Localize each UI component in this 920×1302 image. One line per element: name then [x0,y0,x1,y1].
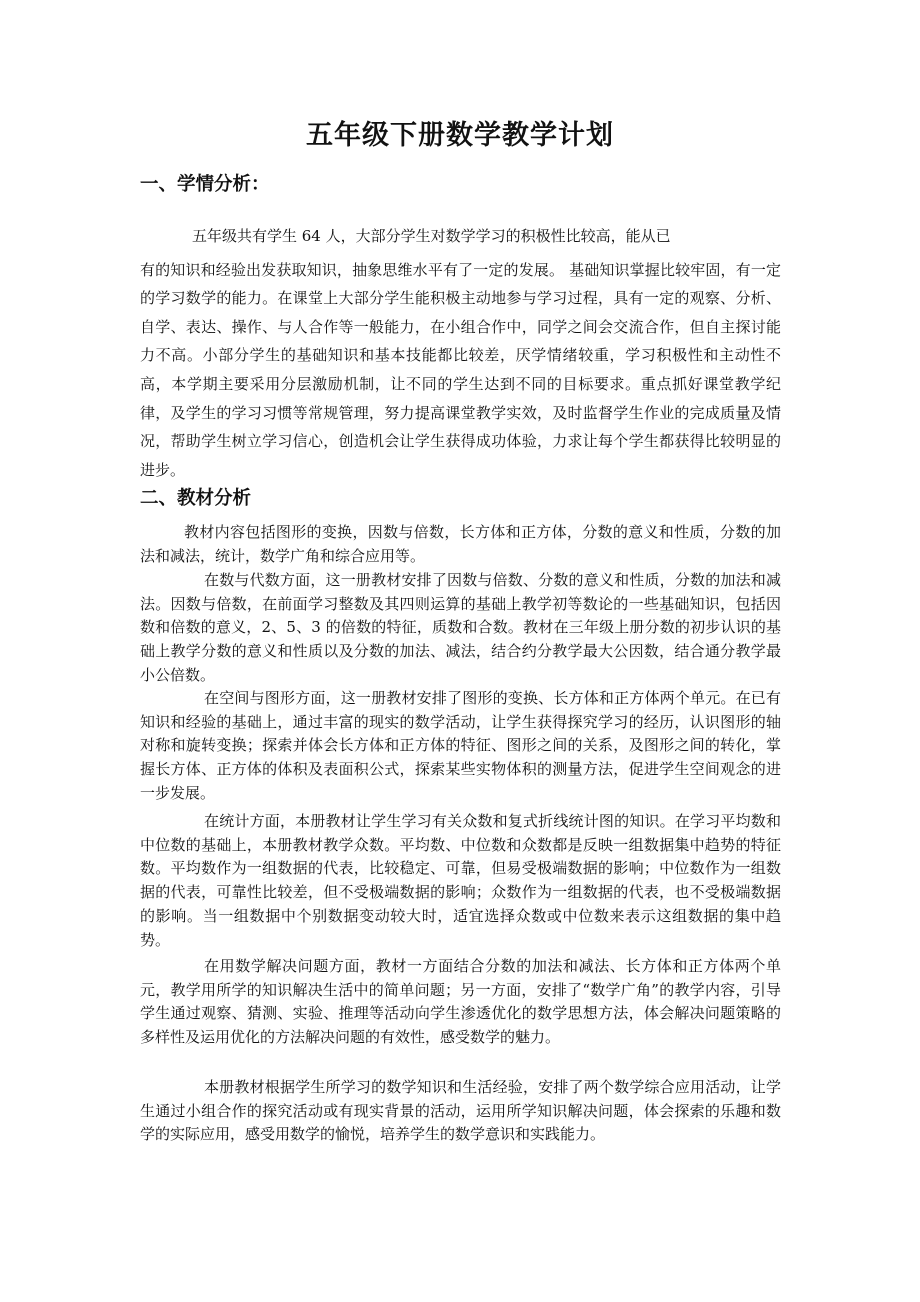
section-heading-student-analysis: 一、学情分析： [140,174,270,195]
textbook-paragraph-space-geometry: 在空间与图形方面，这一册教材安排了图形的变换、长方体和正方体两个单元。在已有知识和经验的基础上，通过丰富的现实的数学活动，让学生获得探究学习的经历，认识图形的轴对称和旋转变换；探索并体会长方体和正方体的特征、图形之间的关系，及图形之间的转化，掌握长方体、正方体的体积及表面积公式，探索某些实物体积的测量方法，促进学生空间观念的进一步发展。 [140,689,781,802]
textbook-paragraph-content: 教材内容包括图形的变换，因数与倍数，长方体和正方体，分数的意义和性质，分数的加法和减法，统计，数学广角和综合应用等。 [140,523,781,565]
student-analysis-paragraph [140,222,781,484]
document-title: 五年级下册数学教学计划 [306,120,614,151]
textbook-paragraph-number-algebra: 在数与代数方面，这一册教材安排了因数与倍数、分数的意义和性质，分数的加法和减法。因数与倍数，在前面学习整数及其四则运算的基础上教学初等数论的一些基础知识，包括因数和倍数的意义，2、5、3 的倍数的特征，质数和合数。教材在三年级上册分数的初步认识的基础上教学分数的意义和性质以及分数的加法、减法，结合约分教学最大公因数，结合通分教学最小公倍数。 [140,571,781,684]
paragraph-first-line: 五年级共有学生 64 人，大部分学生对数学学习的积极性比较高，能从已 [192,227,671,245]
textbook-paragraph-problem-solving: 在用数学解决问题方面，教材一方面结合分数的加法和减法、长方体和正方体两个单元，教学用所学的知识解决生活中的简单问题；另一方面，安排了“数学广角”的教学内容，引导学生通过观察、猜测、实验、推理等活动向学生渗透优化的数学思想方法，体会解决问题策略的多样性及运用优化的方法解决问题的有效性，感受数学的魅力。 [140,957,781,1047]
paragraph-body: 有的知识和经验出发获取知识，抽象思维水平有了一定的发展。 基础知识掌握比较牢固，有一定的学习数学的能力。在课堂上大部分学生能积极主动地参与学习过程，具有一定的观察、分析、自学、表达、操作、与人合作等一般能力，在小组合作中，同学之间会交流合作，但自主探讨能力不高。小部分学生的基础知识和基本技能都比较差，厌学情绪较重，学习积极性和主动性不高，本学期主要采用分层激励机制，让不同的学生达到不同的目标要求。重点抓好课堂教学纪律，及学生的学习习惯等常规管理，努力提高课堂教学实效，及时监督学生作业的完成质量及情况，帮助学生树立学习信心，创造机会让学生获得成功体验，力求让每个学生都获得比较明显的进步。 [140,260,781,479]
textbook-paragraph-statistics: 在统计方面，本册教材让学生学习有关众数和复式折线统计图的知识。在学习平均数和中位数的基础上，本册教材教学众数。平均数、中位数和众数都是反映一组数据集中趋势的特征数。平均数作为一组数据的代表，比较稳定、可靠，但易受极端数据的影响；中位数作为一组数据的代表，可靠性比较差，但不受极端数据的影响；众数作为一组数据的代表，也不受极端数据的影响。当一组数据中个别数据变动较大时，适宜选择众数或中位数来表示这组数据的集中趋势。 [140,812,781,949]
section-heading-textbook-analysis: 二、教材分析 [140,488,252,509]
textbook-paragraph-applied-activities: 本册教材根据学生所学习的数学知识和生活经验，安排了两个数学综合应用活动，让学生通过小组合作的探究活动或有现实背景的活动，运用所学知识解决问题，体会探索的乐趣和数学的实际应用，感受用数学的愉悦，培养学生的数学意识和实践能力。 [140,1078,781,1144]
